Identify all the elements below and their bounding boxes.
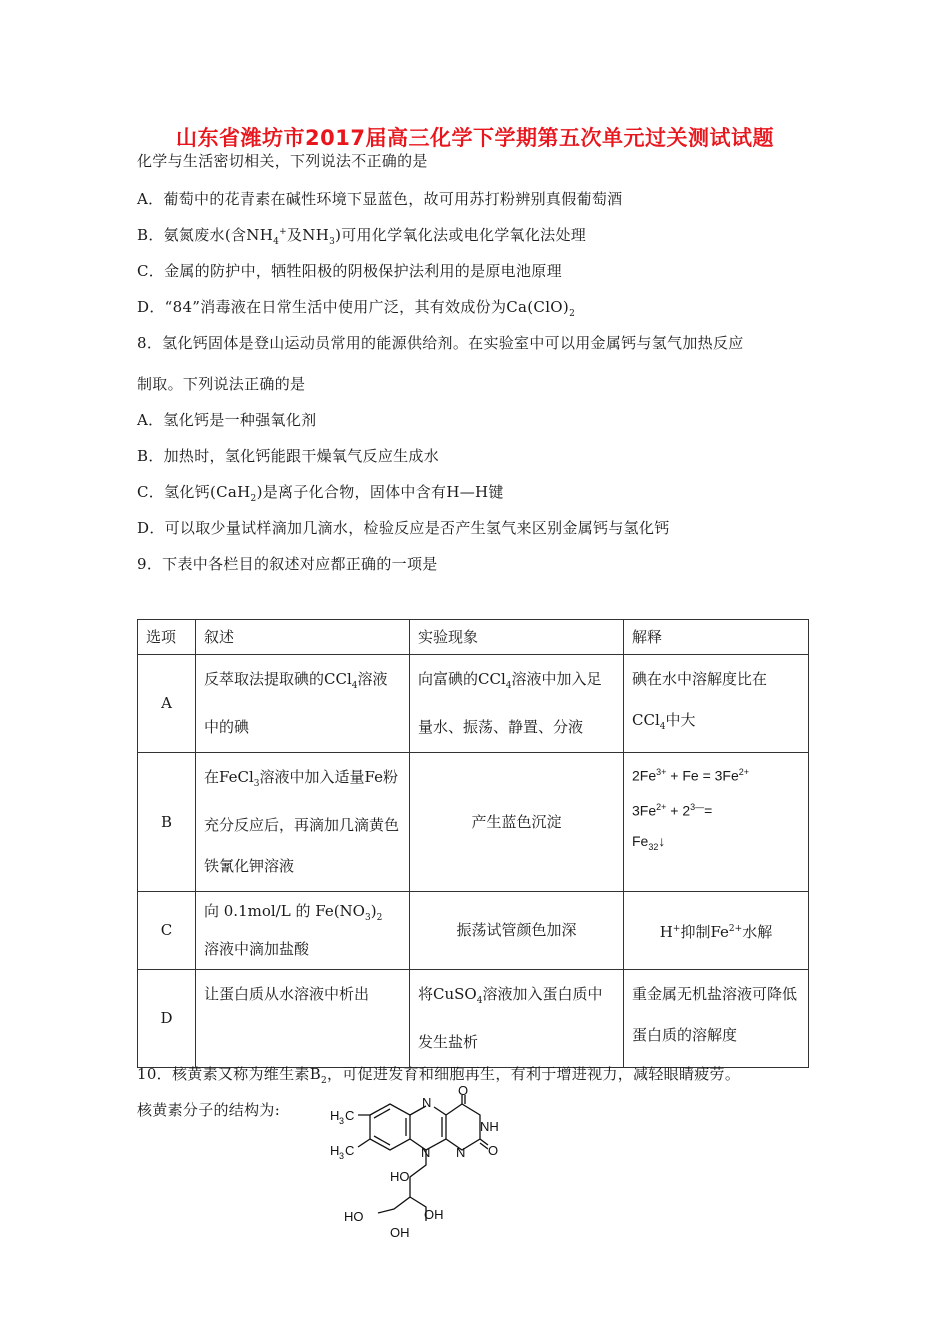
q7-option-c: C．金属的防护中，牺牲阳极的阴极保护法利用的是原电池原理 xyxy=(137,262,562,280)
row-c-explanation: H+抑制$Fe^{2+}$水解 xyxy=(624,892,809,970)
table-row-d xyxy=(138,970,809,1068)
q8-option-b: B．加热时，氢化钙能跟干燥氧气反应生成水 xyxy=(137,447,440,465)
atom-n-bottom: N xyxy=(421,1145,431,1160)
atom-o-top: O xyxy=(458,1083,469,1098)
header-option: 选项 xyxy=(138,620,196,655)
q7-option-a: A．葡萄中的花青素在碱性环境下显蓝色，故可用苏打粉辨别真假葡萄酒 xyxy=(137,190,623,208)
row-d-explanation: 重金属无机盐溶液可降低蛋白质的溶解度 xyxy=(624,970,809,1068)
q7-option-d: D．“84”消毒液在日常生活中使用广泛，其有效成份为$Ca(ClO)_2$ xyxy=(137,298,576,319)
table-row-c xyxy=(138,892,809,970)
q9-stem: 9．下表中各栏目的叙述对应都正确的一项是 xyxy=(137,555,438,573)
row-b-explanation xyxy=(624,753,809,892)
header-explanation: 解释 xyxy=(624,620,809,655)
table-row-b xyxy=(138,753,809,892)
row-d-phenomenon: 将CuSO$_4$溶液加入蛋白质中发生盐析 xyxy=(410,970,624,1068)
row-a-phenomenon: 向富碘的CCl$_4$溶液中加入足量水、振荡、静置、分液 xyxy=(410,655,624,753)
q7-stem: 化学与生活密切相关，下列说法不正确的是 xyxy=(137,152,428,170)
atom-o-right: O xyxy=(488,1143,499,1158)
q8-option-a: A．氢化钙是一种强氧化剂 xyxy=(137,411,317,429)
table-header-row xyxy=(138,620,809,655)
row-b-phenomenon: 产生蓝色沉淀 xyxy=(410,753,624,892)
header-phenomenon: 实验现象 xyxy=(410,620,624,655)
q8-stem-line2: 制取。下列说法正确的是 xyxy=(137,375,306,393)
q9-table xyxy=(137,619,809,1068)
row-a-option: A xyxy=(138,655,196,753)
methyl-2-sub: 3 xyxy=(339,1151,345,1161)
hydroxyl-1: HO xyxy=(390,1169,410,1184)
methyl-2-c: C xyxy=(345,1143,355,1158)
hydroxyl-2: HO xyxy=(344,1209,364,1224)
row-a-explanation: 碘在水中溶解度比在CCl$_4$中大 xyxy=(624,655,809,753)
q8-stem-line1: 8．氢化钙固体是登山运动员常用的能源供给剂。在实验室中可以用金属钙与氢气加热反应 xyxy=(137,334,744,352)
row-c-phenomenon: 振荡试管颜色加深 xyxy=(410,892,624,970)
hydroxyl-4: OH xyxy=(390,1225,410,1240)
methyl-1-h: H xyxy=(330,1108,340,1123)
row-c-option: C xyxy=(138,892,196,970)
q10-line1: 10．核黄素又称为维生素$B_2$，可促进发育和细胞再生，有利于增进视力，减轻眼睛疲劳。 xyxy=(137,1065,741,1086)
row-d-option: D xyxy=(138,970,196,1068)
header-description: 叙述 xyxy=(196,620,410,655)
row-b-option: B xyxy=(138,753,196,892)
methyl-2-h: H xyxy=(330,1143,340,1158)
row-b-equation-2: $3Fe^{2+} + 2^{3—}=$ xyxy=(632,801,713,819)
row-b-equation-3: $Fe_{32}↓$ xyxy=(632,833,666,853)
row-a-description: 反萃取法提取碘的CCl$_4$溶液中的碘 xyxy=(196,655,410,753)
document-title: 山东省潍坊市2017届高三化学下学期第五次单元过关测试试题 xyxy=(176,126,774,150)
riboflavin-structure xyxy=(330,1083,530,1243)
row-b-equation-1: $2Fe^{3+} + Fe = 3Fe^{2+}$ xyxy=(632,767,750,784)
q8-option-d: D．可以取少量试样滴加几滴水，检验反应是否产生氢气来区别金属钙与氢化钙 xyxy=(137,519,670,537)
q7-option-b: B．氨氮废水(含$NH_4^+$及$NH_3$)可用化学氧化法或电化学氧化法处理 xyxy=(137,226,587,247)
atom-nh: NH xyxy=(480,1119,499,1134)
hydroxyl-3: OH xyxy=(424,1207,444,1222)
methyl-1-c: C xyxy=(345,1108,355,1123)
methyl-1-sub: 3 xyxy=(339,1116,345,1126)
row-d-description: 让蛋白质从水溶液中析出 xyxy=(196,970,410,1068)
row-c-description: 向 0.1mol/L 的 $Fe(NO_3)_2$ 溶液中滴加盐酸 xyxy=(196,892,410,970)
table-row-a xyxy=(138,655,809,753)
atom-n-right: N xyxy=(456,1145,466,1160)
q10-line2: 核黄素分子的结构为: xyxy=(137,1101,281,1119)
row-b-description: 在FeCl$_3$溶液中加入适量Fe粉充分反应后，再滴加几滴黄色铁氰化钾溶液 xyxy=(196,753,410,892)
q8-option-c: C．氢化钙(CaH$_2$)是离子化合物，固体中含有H—H键 xyxy=(137,483,504,504)
atom-n-top: N xyxy=(422,1095,432,1110)
